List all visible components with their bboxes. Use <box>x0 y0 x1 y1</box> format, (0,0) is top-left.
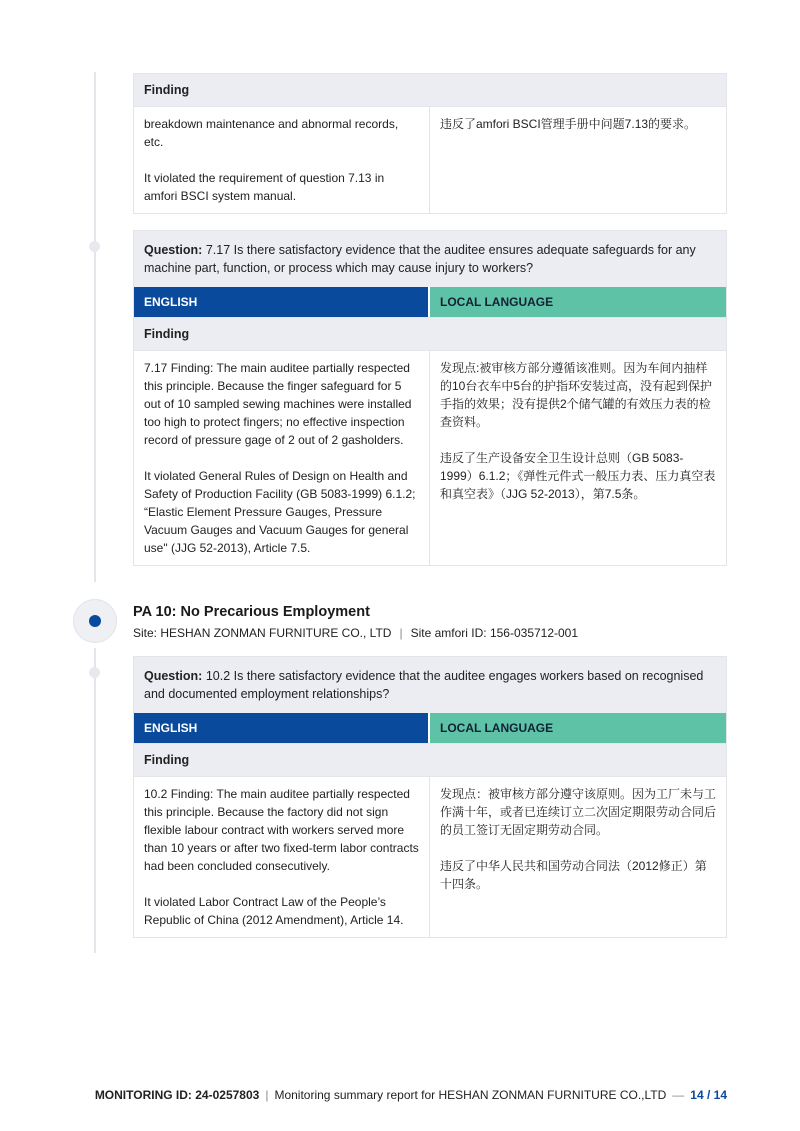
english-column-header: ENGLISH <box>134 287 430 317</box>
site-name: Site: HESHAN ZONMAN FURNITURE CO., LTD <box>133 626 392 640</box>
finding-table-7-13 <box>133 73 727 214</box>
dash: — <box>672 1088 685 1102</box>
separator: | <box>265 1088 269 1102</box>
finding-content-row <box>134 106 726 213</box>
local-language-column-header: LOCAL LANGUAGE <box>430 287 726 317</box>
finding-header: Finding <box>134 743 726 776</box>
question-text: 7.17 Is there satisfactory evidence that the auditee ensures adequate safeguards for any machine part, function, or process which may cause injury to workers? <box>144 243 696 275</box>
timeline-dot-question-7-17 <box>89 241 100 252</box>
timeline-line-top <box>94 72 96 582</box>
local-language-column-header: LOCAL LANGUAGE <box>430 713 726 743</box>
page-number: 14 / 14 <box>690 1088 727 1102</box>
report-title: Monitoring summary report for HESHAN ZONMAN FURNITURE CO.,LTD <box>274 1088 667 1102</box>
monitoring-id: MONITORING ID: 24-0257803 <box>94 1088 260 1102</box>
section-marker-dot <box>89 615 101 627</box>
question-text: 10.2 Is there satisfactory evidence that the auditee engages workers based on recognised and documented employment relationships? <box>144 669 704 701</box>
finding-english-text: breakdown maintenance and abnormal records, etc. It violated the requirement of question 7.13 in amfori BSCI system manual. <box>144 117 399 203</box>
finding-header: Finding <box>134 317 726 350</box>
question-row <box>134 231 726 287</box>
finding-header: Finding <box>134 74 726 106</box>
question-row <box>134 657 726 713</box>
section-marker-icon <box>73 599 117 643</box>
question-label: Question: <box>144 243 203 257</box>
finding-content-row <box>134 776 726 937</box>
finding-local-text: 违反了amfori BSCI管理手册中问题7.13的要求。 <box>440 117 697 131</box>
language-header-row <box>134 287 726 317</box>
language-header-row <box>134 713 726 743</box>
timeline-dot-question-10-2 <box>89 667 100 678</box>
question-table-10-2 <box>133 656 727 938</box>
finding-english-text: 7.17 Finding: The main auditee partially respected this principle. Because the finger safeguard for 5 out of 10 sampled sewing machines were installed too high to protect fingers; no effective inspection record of pressure gage of 2 out of 2 gasholders. It violated General Rules of Design on Health and Safety of Production Facility (GB 5083-1999) 6.1.2; “Elastic Element Pressure Gauges, Pressure Vacuum Gauges and Vacuum Gauges for general use" (JJG 52-2013), Article 7.5. <box>144 361 416 555</box>
question-label: Question: <box>144 669 203 683</box>
performance-area-title: PA 10: No Precarious Employment <box>133 604 370 620</box>
english-column-header: ENGLISH <box>134 713 430 743</box>
separator: | <box>399 626 403 640</box>
timeline-line-bottom <box>94 648 96 953</box>
finding-content-row <box>134 350 726 565</box>
site-amfori-id: Site amfori ID: 156-035712-001 <box>410 626 579 640</box>
page-footer <box>0 1088 800 1102</box>
finding-local-text: 发现点：被审核方部分遵守该原则。因为工厂未与工作满十年，或者已连续订立二次固定期限劳动合同后的员工签订无固定期劳动合同。 违反了中华人民共和国劳动合同法（2012修正）第十四条。 <box>440 787 717 891</box>
question-table-7-17 <box>133 230 727 566</box>
finding-english-text: 10.2 Finding: The main auditee partially respected this principle. Because the factory did not sign flexible labour contract with workers served more than 10 years or after two fixed-term labor contracts had been concluded consecutively. It violated Labor Contract Law of the People’s Republic of China (2012 Amendment), Article 14. <box>144 787 419 927</box>
finding-local-text: 发现点:被审核方部分遵循该准则。因为车间内抽样的10台衣车中5台的护指环安装过高，没有起到保护手指的效果；没有提供2个储气罐的有效压力表的检查资料。 违反了生产设备安全卫生设计总则（GB 5083-1999）6.1.2；《弹性元件式一般压力表、压力真空表和真空表》（JJG 52-2013），第7.5条。 <box>440 361 716 501</box>
performance-area-subtitle <box>133 626 578 640</box>
